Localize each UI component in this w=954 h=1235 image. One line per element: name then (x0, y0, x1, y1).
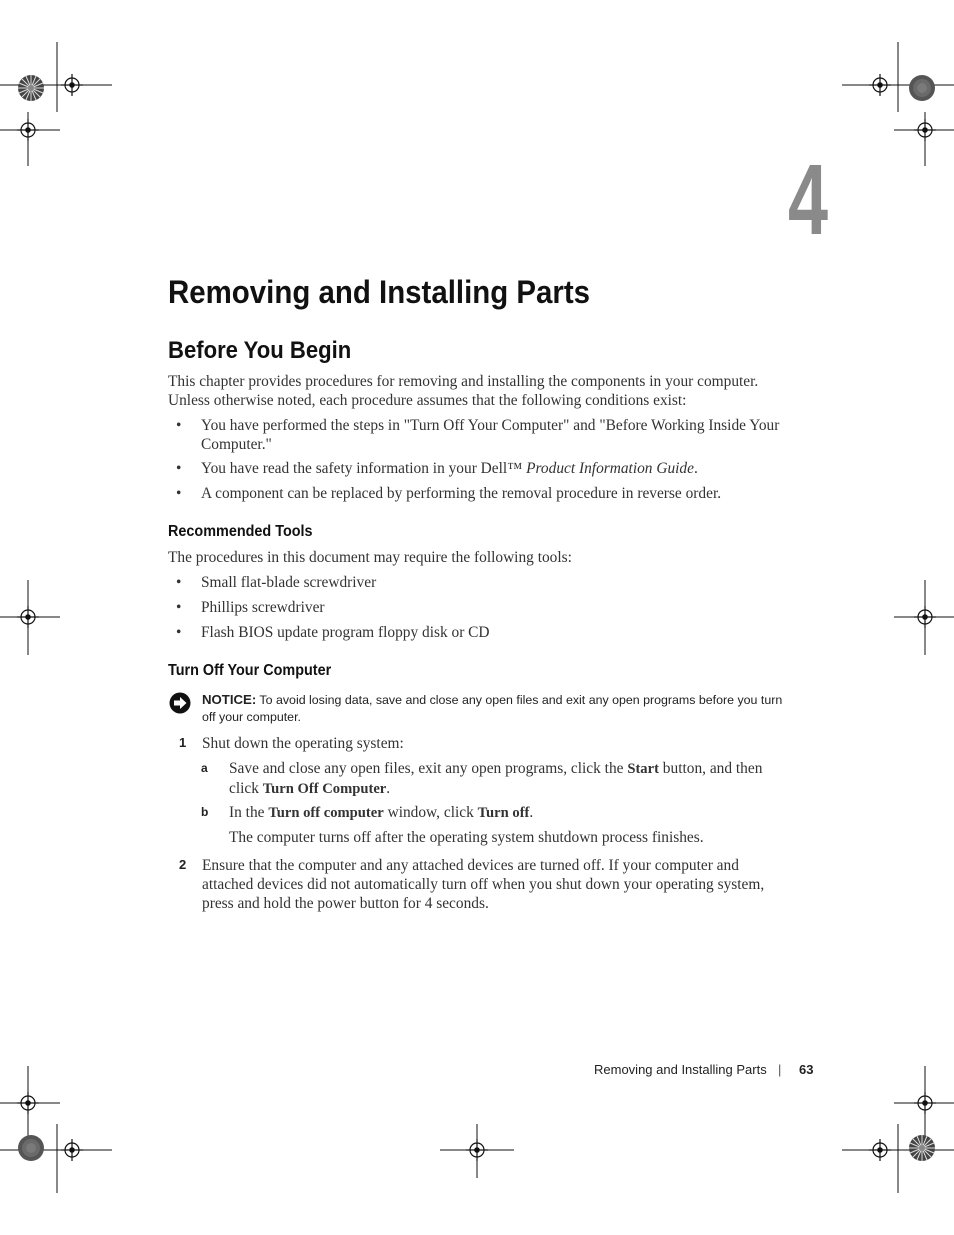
list-item: • Flash BIOS update program floppy disk or CD (176, 624, 490, 641)
step-text: Ensure that the computer and any attached devices are turned off. If your computer and attached devices did not automatically turn off when you shut down your operating system, press and hold the power button for 4 seconds. (202, 857, 765, 912)
chapter-number: 4 (788, 144, 829, 256)
registration-mark-icon (61, 74, 83, 96)
page-number: 63 (799, 1062, 814, 1077)
list-item: • Small flat-blade screwdriver (176, 574, 377, 591)
notice-box (168, 691, 788, 726)
substep-letter: b (201, 805, 209, 819)
registration-mark-icon (914, 606, 936, 628)
notice-label: NOTICE: (202, 692, 257, 707)
notice-text: To avoid losing data, save and close any open files and exit any open programs before you turn off your computer. (202, 693, 783, 724)
before-you-begin-intro: This chapter provides procedures for removing and installing the components in your computer. Unless otherwise noted, each procedure assumes that the following conditions exist: (168, 373, 759, 409)
substep-b-note: The computer turns off after the operating system shutdown process finishes. (229, 829, 704, 846)
color-target-icon (18, 75, 44, 101)
list-item: • A component can be replaced by performing the removal procedure in reverse order. (176, 485, 722, 502)
registration-mark-icon (869, 74, 891, 96)
substep-text: Save and close any open files, exit any open programs, click the Start button, and then click Turn Off Computer. (229, 760, 763, 797)
step-text: Shut down the operating system: (202, 735, 404, 752)
list-item: • You have performed the steps in "Turn Off Your Computer" and "Before Working Inside Your Computer." (176, 417, 780, 453)
turn-off-label: Turn off (477, 805, 530, 821)
footer-separator: | (778, 1062, 782, 1077)
color-target-icon (909, 1135, 935, 1161)
chapter-title: Removing and Installing Parts (168, 274, 591, 310)
registration-mark-icon (17, 606, 39, 628)
product-information-guide-title: Product Information Guide (526, 460, 694, 477)
section-heading-before-you-begin: Before You Begin (168, 337, 352, 364)
color-target-icon (18, 1135, 44, 1161)
step-number: 2 (179, 857, 187, 872)
registration-mark-icon (61, 1139, 83, 1161)
subsection-heading-recommended-tools: Recommended Tools (168, 523, 313, 540)
notice-arrow-icon (168, 692, 192, 714)
registration-mark-icon (466, 1139, 488, 1161)
turn-off-computer-window-label: Turn off computer (268, 805, 384, 821)
registration-mark-icon (914, 119, 936, 141)
list-item: • Phillips screwdriver (176, 599, 325, 616)
substep-letter: a (201, 761, 208, 775)
step-number: 1 (179, 735, 187, 750)
turn-off-computer-label: Turn Off Computer (262, 781, 387, 797)
substep-text: In the Turn off computer window, click Turn off. (229, 804, 534, 821)
list-item: • You have read the safety information in your Dell™ Product Information Guide. (176, 460, 698, 477)
color-target-icon (909, 75, 935, 101)
subsection-heading-turn-off-your-computer: Turn Off Your Computer (168, 662, 332, 679)
recommended-tools-intro: The procedures in this document may require the following tools: (168, 549, 572, 566)
registration-mark-icon (17, 119, 39, 141)
registration-mark-icon (17, 1092, 39, 1114)
start-button-label: Start (627, 761, 659, 777)
registration-mark-icon (869, 1139, 891, 1161)
footer-section-title: Removing and Installing Parts (594, 1062, 767, 1077)
registration-mark-icon (914, 1092, 936, 1114)
